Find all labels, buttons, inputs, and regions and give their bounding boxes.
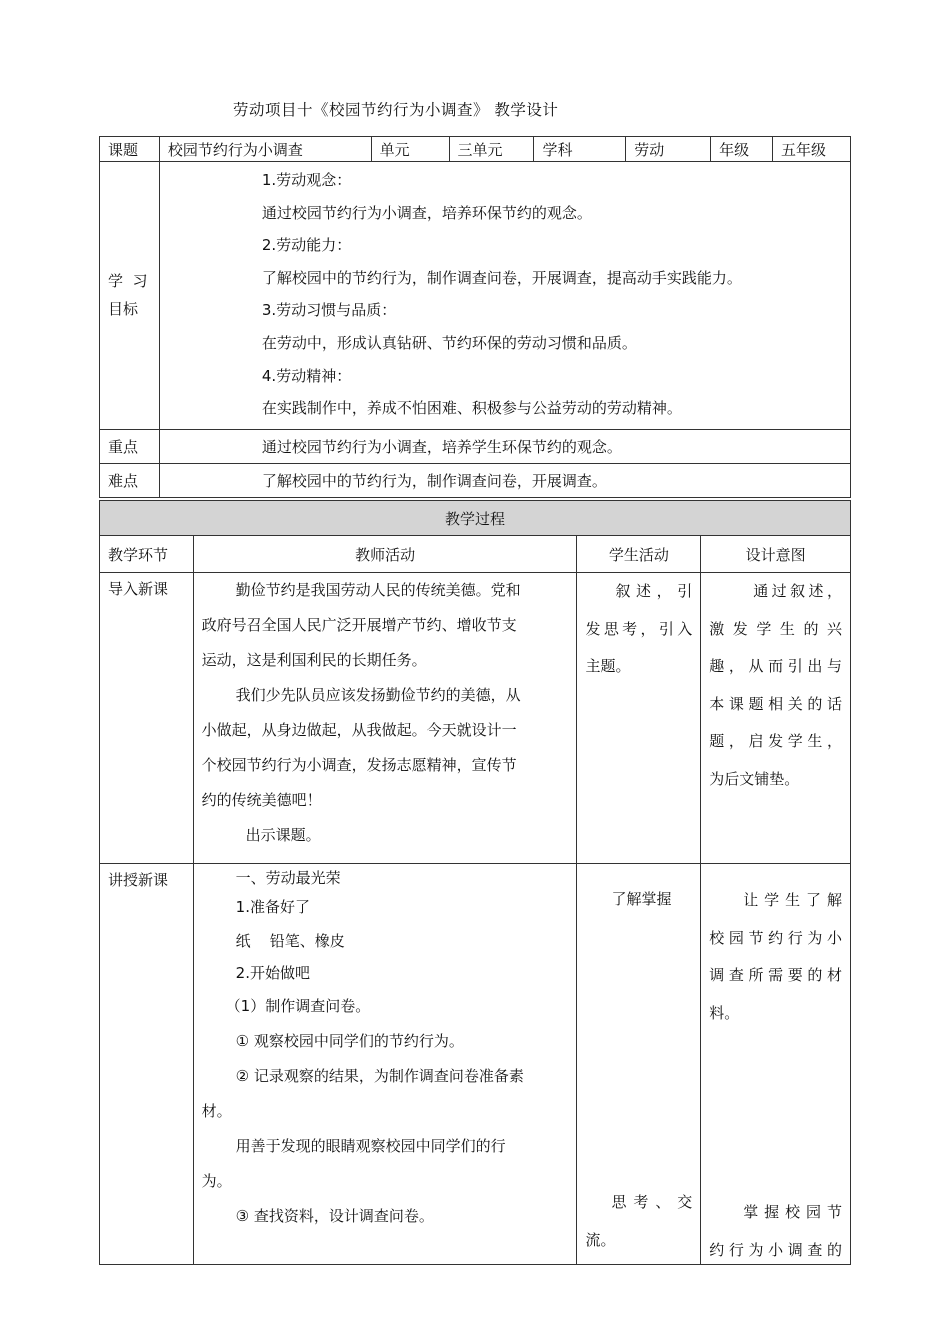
- intro-student-line: 主题。: [585, 657, 631, 676]
- intro-teacher-line: 我们少先队员应该发扬勤俭节约的美德，从: [235, 686, 521, 704]
- difficulty-label: 难点: [100, 463, 160, 497]
- subject-label: 学科: [534, 137, 626, 162]
- objective-line: 在实践制作中，养成不怕困难、积极参与公益劳动的劳动精神。: [261, 399, 682, 418]
- objectives-label-line1: 学 习: [108, 272, 148, 291]
- lecture-teacher-line: 为。: [201, 1172, 232, 1190]
- lecture-teacher-line: 材。: [201, 1102, 232, 1120]
- intro-student-line: 发思考，引入: [585, 619, 693, 638]
- lecture-student-line: 思考、交: [611, 1193, 693, 1211]
- lecture-student-line: 流。: [585, 1230, 616, 1249]
- key-point-label: 重点: [100, 429, 160, 463]
- lecture-design-intent: [701, 864, 851, 1265]
- subject-value: 劳动: [626, 137, 711, 162]
- objective-line: 了解校园中的节约行为，制作调查问卷，开展调查，提高动手实践能力。: [261, 268, 742, 287]
- info-row: [100, 137, 851, 162]
- intro-design-intent: [701, 573, 851, 864]
- intro-stage: 导入新课: [100, 573, 194, 864]
- lecture-teacher-line: 2.开始做吧: [235, 964, 310, 982]
- lecture-intent-line: 让学生了解: [743, 891, 842, 909]
- lecture-teacher-line: 1.准备好了: [235, 898, 310, 916]
- objective-line: 在劳动中，形成认真钻研、节约环保的劳动习惯和品质。: [261, 333, 637, 352]
- lecture-student-activity: [577, 864, 701, 1265]
- grade-label: 年级: [711, 137, 773, 162]
- intro-teacher-line: 个校园节约行为小调查，发扬志愿精神，宣传节: [201, 756, 517, 774]
- intro-teacher-line: 勤俭节约是我国劳动人民的传统美德。党和: [235, 581, 521, 599]
- lecture-teacher-line: （1）制作调查问卷。: [225, 997, 371, 1015]
- process-header-row: [100, 536, 851, 573]
- lecture-intent-line: 调查所需要的材: [709, 966, 842, 985]
- teaching-process-table: [99, 500, 851, 1265]
- intro-intent-line: 本课题相关的话: [709, 694, 842, 713]
- lecture-intent-block-1: [709, 882, 842, 1032]
- header-teacher: 教师活动: [193, 536, 577, 573]
- lesson-info-table: [99, 136, 851, 498]
- header-student: 学生活动: [577, 536, 701, 573]
- header-intent: 设计意图: [701, 536, 851, 573]
- lecture-teacher-line: 一、劳动最光荣: [235, 869, 341, 887]
- grade-value: 五年级: [773, 137, 851, 162]
- intro-intent-line: 激发学生的兴: [709, 619, 842, 638]
- header-stage: 教学环节: [100, 536, 194, 573]
- objective-line: 3.劳动习惯与品质：: [261, 301, 397, 320]
- lecture-intent-line: 掌握校园节: [743, 1203, 842, 1221]
- key-point-row: [100, 429, 851, 463]
- objective-line: 4.劳动精神：: [261, 366, 352, 385]
- intro-teacher-line: 政府号召全国人民广泛开展增产节约、增收节支: [201, 616, 517, 634]
- intro-intent-line: 为后文铺垫。: [709, 769, 800, 788]
- difficulty-value: 了解校园中的节约行为，制作调查问卷，开展调查。: [159, 463, 850, 497]
- objectives-label: [100, 162, 160, 430]
- document-title: 劳动项目十《校园节约行为小调查》 教学设计: [233, 101, 559, 119]
- objective-line: 1.劳动观念：: [261, 171, 352, 189]
- lecture-intent-line: 校园节约行为小: [709, 928, 842, 947]
- intro-teacher-activity: [193, 573, 577, 864]
- lecture-teacher-line: ① 观察校园中同学们的节约行为。: [235, 1032, 464, 1050]
- unit-value: 三单元: [449, 137, 534, 162]
- intro-teacher-line: 约的传统美德吧！: [201, 791, 322, 809]
- objective-line: 通过校园节约行为小调查，培养环保节约的观念。: [261, 203, 592, 222]
- objectives-row: [100, 162, 851, 430]
- lecture-intent-line: 料。: [709, 1003, 740, 1022]
- objectives-label-line2: 目标: [108, 300, 139, 319]
- intro-teacher-line: 小做起，从身边做起，从我做起。今天就设计一: [201, 721, 517, 739]
- lecture-teacher-line: ② 记录观察的结果，为制作调查问卷准备素: [235, 1067, 524, 1085]
- objective-line: 2.劳动能力：: [261, 236, 352, 255]
- intro-row: [100, 573, 851, 864]
- lecture-teacher-line: 用善于发现的眼睛观察校园中同学们的行: [235, 1137, 506, 1155]
- lecture-intent-line: 约行为小调查的: [709, 1240, 842, 1259]
- intro-teacher-line: 运动，这是利国利民的长期任务。: [201, 651, 427, 669]
- lecture-teacher-activity: [193, 864, 577, 1265]
- intro-intent-line: 题，启发学生，: [709, 732, 842, 751]
- lecture-row: [100, 864, 851, 1265]
- key-point-value: 通过校园节约行为小调查，培养学生环保节约的观念。: [159, 429, 850, 463]
- objectives-content: [159, 162, 850, 430]
- topic-value: 校园节约行为小调查: [159, 137, 371, 162]
- lecture-stage: 讲授新课: [100, 864, 194, 1265]
- process-banner-row: [100, 501, 851, 536]
- lecture-teacher-line: ③ 查找资料，设计调查问卷。: [235, 1207, 434, 1225]
- intro-student-activity: [577, 573, 701, 864]
- intro-student-line: 叙述，引: [615, 582, 693, 600]
- topic-label: 课题: [100, 137, 160, 162]
- intro-teacher-line: 出示课题。: [245, 826, 321, 844]
- process-banner: 教学过程: [100, 501, 851, 536]
- intro-intent-line: 趣，从而引出与: [709, 657, 842, 676]
- intro-intent-line: 通过叙述，: [753, 582, 842, 600]
- unit-label: 单元: [371, 137, 449, 162]
- difficulty-row: [100, 463, 851, 497]
- lecture-student-text-1: 了解掌握: [611, 890, 672, 908]
- lecture-teacher-line: 纸 铅笔、橡皮: [235, 932, 345, 950]
- lecture-intent-block-2: [709, 1194, 842, 1269]
- lecture-student-text-2: [585, 1184, 692, 1259]
